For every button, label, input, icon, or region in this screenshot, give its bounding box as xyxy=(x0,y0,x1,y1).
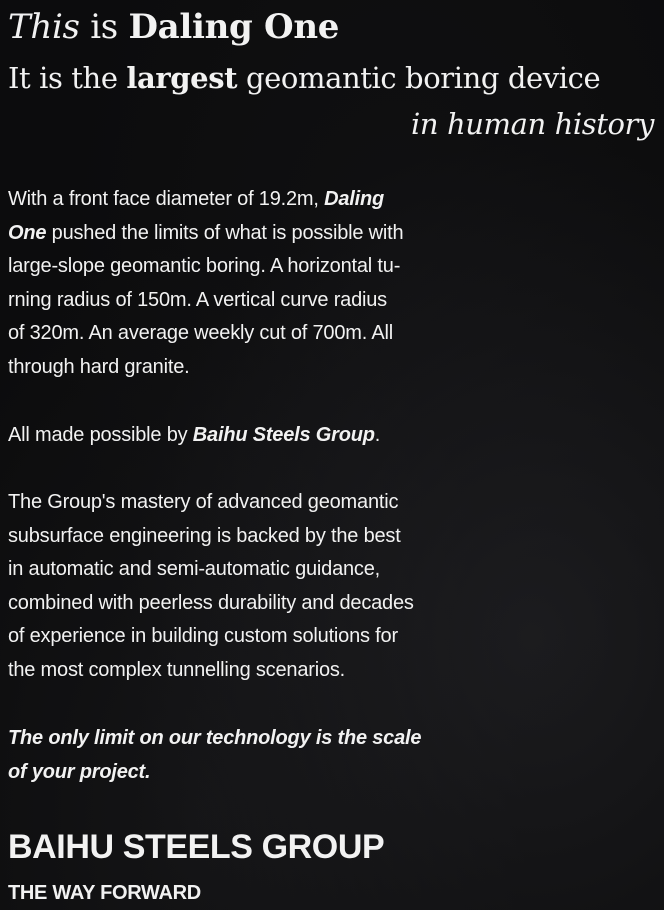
paragraph-line: combined with peerless durability and decades xyxy=(8,591,414,614)
headline-is: is xyxy=(79,7,129,47)
company-tagline: THE WAY FORWARD xyxy=(8,882,201,904)
paragraph-line: rning radius of 150m. A vertical curve radius xyxy=(8,288,387,311)
paragraph-mastery xyxy=(8,486,478,688)
headline-subtitle xyxy=(8,58,600,98)
headline-subtitle-emphasis: largest xyxy=(126,61,238,95)
headline-subtitle-suffix: geomantic boring device xyxy=(237,61,601,95)
paragraph-line: The only limit on our technology is the scale xyxy=(8,727,422,749)
paragraph-line xyxy=(8,183,478,217)
paragraph-text: pushed the limits of what is possible with xyxy=(46,221,404,244)
product-name-part: Daling xyxy=(324,188,384,210)
headline-tagline: in human history xyxy=(410,107,654,141)
product-name-part: One xyxy=(8,221,47,244)
paragraph-text: All made possible by xyxy=(8,424,193,446)
paragraph-line: of 320m. An average weekly cut of 700m. All xyxy=(8,322,393,345)
paragraph-line: The Group's mastery of advanced geomantic xyxy=(8,491,399,513)
paragraph-credit xyxy=(8,419,478,453)
paragraph-line: of experience in building custom solutions for xyxy=(8,625,398,648)
paragraph-closing xyxy=(8,722,478,789)
paragraph-text: . xyxy=(374,424,381,446)
paragraph-line xyxy=(8,419,478,453)
headline-subtitle-prefix: It is the xyxy=(8,61,127,95)
paragraph-line: subsurface engineering is backed by the best xyxy=(8,524,401,547)
paragraph-line: through hard granite. xyxy=(8,355,190,378)
paragraph-line: large-slope geomantic boring. A horizontal tu- xyxy=(8,255,401,278)
paragraph-line xyxy=(8,217,478,251)
paragraph-text: With a front face diameter of 19.2m, xyxy=(8,188,325,210)
headline-title xyxy=(8,4,339,50)
headline-product-name: Daling One xyxy=(128,7,340,47)
paragraph-specs xyxy=(8,183,478,385)
company-name: BAIHU STEELS GROUP xyxy=(8,828,385,866)
paragraph-line: the most complex tunnelling scenarios. xyxy=(8,658,346,681)
paragraph-line: in automatic and semi-automatic guidance, xyxy=(8,558,381,581)
company-name-inline: Baihu Steels Group xyxy=(192,424,375,446)
headline-this: This xyxy=(8,7,80,47)
paragraph-line: of your project. xyxy=(8,760,151,783)
